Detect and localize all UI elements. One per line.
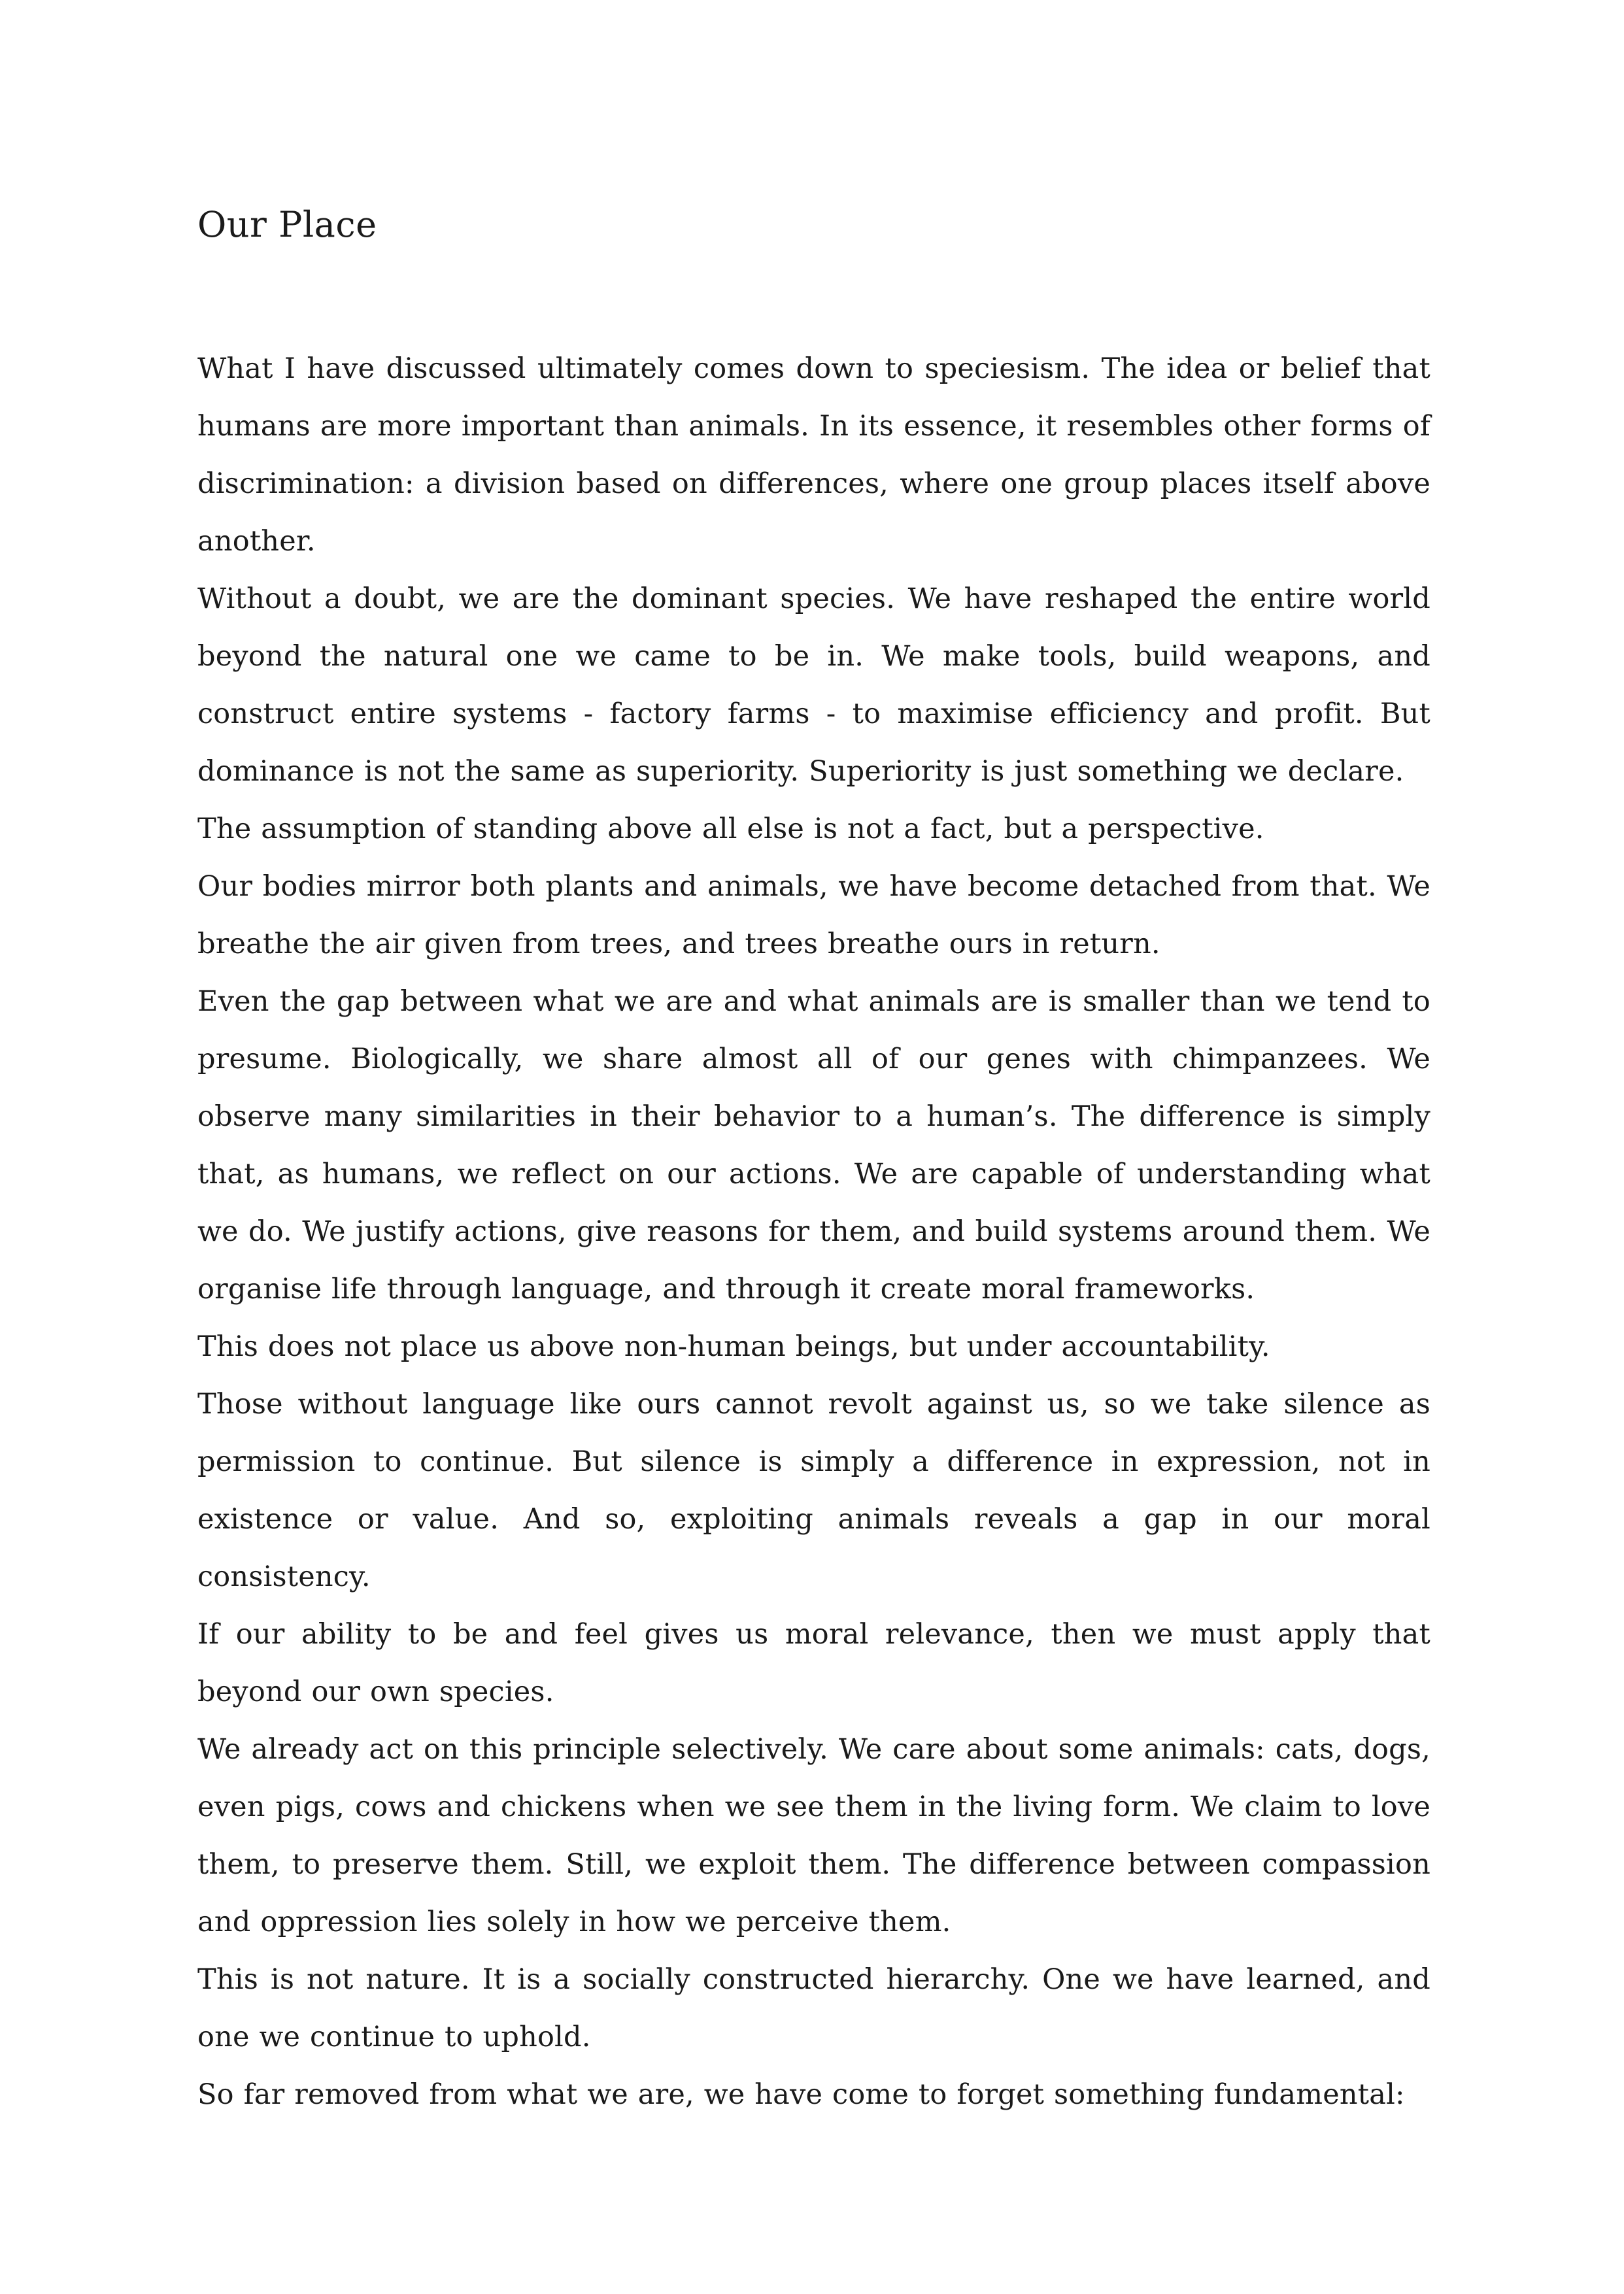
paragraph: Those without language like ours cannot revolt against us, so we take silence as permission to continue. But silence is simply a difference in expression, not in existence or value. And so, exploiting animals reveals a gap in our moral consistency. [197, 1388, 1430, 1593]
paragraph: So far removed from what we are, we have come to forget something fundamental: [197, 2078, 1405, 2111]
paragraph: We already act on this principle selectively. We care about some animals: cats, dogs, even pigs, cows and chickens when we see them in the living form. We claim to love them, to preserve them. Still, we exploit them. The difference between compassion and oppression lies solely in how we perceive them. [197, 1733, 1430, 1938]
document-page [197, 196, 1430, 2123]
paragraph: Our bodies mirror both plants and animals, we have become detached from that. We breathe the air given from trees, and trees breathe ours in return. [197, 870, 1430, 960]
paragraph: The assumption of standing above all else is not a fact, but a perspective. [197, 813, 1264, 845]
paragraph: This is not nature. It is a socially constructed hierarchy. One we have learned, and one we continue to uphold. [197, 1963, 1430, 2053]
page-title: Our Place [197, 204, 377, 245]
paragraph: This does not place us above non-human beings, but under accountability. [197, 1330, 1270, 1363]
paragraph: If our ability to be and feel gives us moral relevance, then we must apply that beyond our own species. [197, 1618, 1430, 1708]
paragraph: Even the gap between what we are and what animals are is smaller than we tend to presume. Biologically, we share almost all of our genes with chimpanzees. We observe many similarities in their behavior to a human’s. The difference is simply that, as humans, we reflect on our actions. We are capable of understanding what we do. We justify actions, give reasons for them, and build systems around them. We organise life through language, and through it create moral frameworks. [197, 985, 1430, 1306]
paragraph: Without a doubt, we are the dominant species. We have reshaped the entire world beyond the natural one we came to be in. We make tools, build weapons, and construct entire systems - factory farms - to maximise efficiency and profit. But dominance is not the same as superiority. Superiority is just something we declare. [197, 582, 1430, 788]
document-body [197, 340, 1430, 2123]
paragraph: What I have discussed ultimately comes down to speciesism. The idea or belief that humans are more important than animals. In its essence, it resembles other forms of discrimination: a division based on differences, where one group places itself above another. [197, 352, 1430, 558]
